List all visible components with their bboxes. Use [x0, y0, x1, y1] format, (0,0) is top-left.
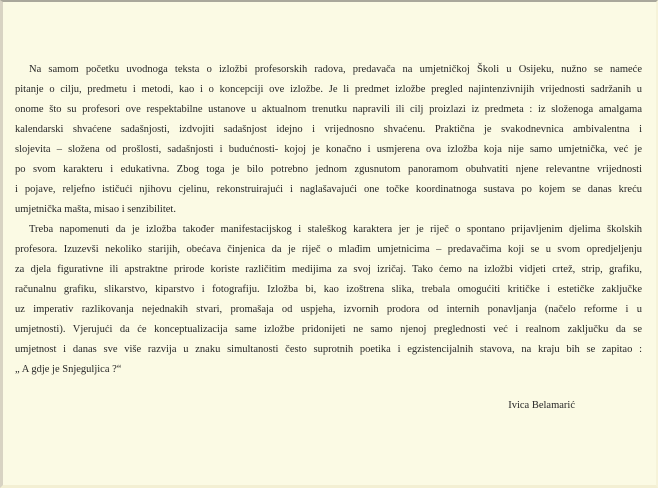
text-line: „ A gdje je Snjeguljica ?“ [15, 364, 122, 375]
text-line: uz imperativ razlikovanja nejednakih stvari, promašaja od uspjeha, izvornih prodora od internih ponavljanja (načelo reforme i u [15, 304, 642, 315]
text-line: umjetnost i danas sve više razvija u znaku simultanosti često suprotnih poetika i egzistencijalnih stavova, na kraju bih se zapitao : [15, 344, 642, 355]
text-line: profesora. Izuzevši nekoliko starijih, obećava činjenica da je riječ o mlađim umjetnicima – predavačima koji se u svom opredjeljenju [15, 244, 642, 255]
text-line: pitanje o cilju, predmetu i metodi, kao i o koncepciji ove izložbe. Je li predmet izložbe pregled najintenzivnijih vrijednosti sadržanih u [15, 84, 642, 95]
text-line: Na samom početku uvodnoga teksta o izložbi profesorskih radova, predavača na umjetničkoj Školi u Osijeku, nužno se nameće [29, 64, 642, 75]
text-line: Treba napomenuti da je izložba također manifestacijskog i staleškog karaktera jer je riječ o spontano prijavljenim djelima školskih [29, 224, 642, 235]
text-line: i pojave, reljefno ističući njihovu cjelinu, rekonstruirajući i naglašavajući one točke koordinatnoga sustava po kojem se danas kreću [15, 184, 642, 195]
text-line: umjetnosti). Vjerujući da će konceptualizacija same izložbe pridonijeti ne samo njenoj preglednosti već i realnom zaključku da se [15, 324, 642, 335]
text-line: slojevita – složena od prošlosti, sadašnjosti i budućnosti- kojoj je konačno i usmjerena ova izložba koja nije samo umjetnička, već je [15, 144, 642, 155]
document-text [15, 60, 642, 380]
text-line: kalendarski shvaćene sadašnjosti, izdvojiti sadašnjost idejno i vrijednosno shvaćenu. Praktična je svakodnevnica ambivalentna i [15, 124, 642, 135]
text-line: za djela figurativne ili apstraktne prirode koriste različitim medijima za svoj izričaj. Tako ćemo na izložbi vidjeti crtež, strip, grafiku, [15, 264, 642, 275]
text-line: onome što su profesori ove respektabilne ustanove u aktualnom trenutku napravili ili cilj proizlazi iz predmeta : iz složenoga amalgama [15, 104, 642, 115]
text-line: umjetnička mašta, misao i senzibilitet. [15, 204, 176, 215]
signature: Ivica Belamarić [508, 400, 575, 411]
text-line: po svom karakteru i edukativna. Zbog toga je bilo potrebno jednom zgusnutom panoramom obuhvatiti njene relevantne vrijednosti [15, 164, 642, 175]
text-line: računalnu grafiku, slikarstvo, kiparstvo i fotografiju. Izložba bi, kao izoštrena slika, trebala omogućiti kritičke i estetičke zaključke [15, 284, 642, 295]
